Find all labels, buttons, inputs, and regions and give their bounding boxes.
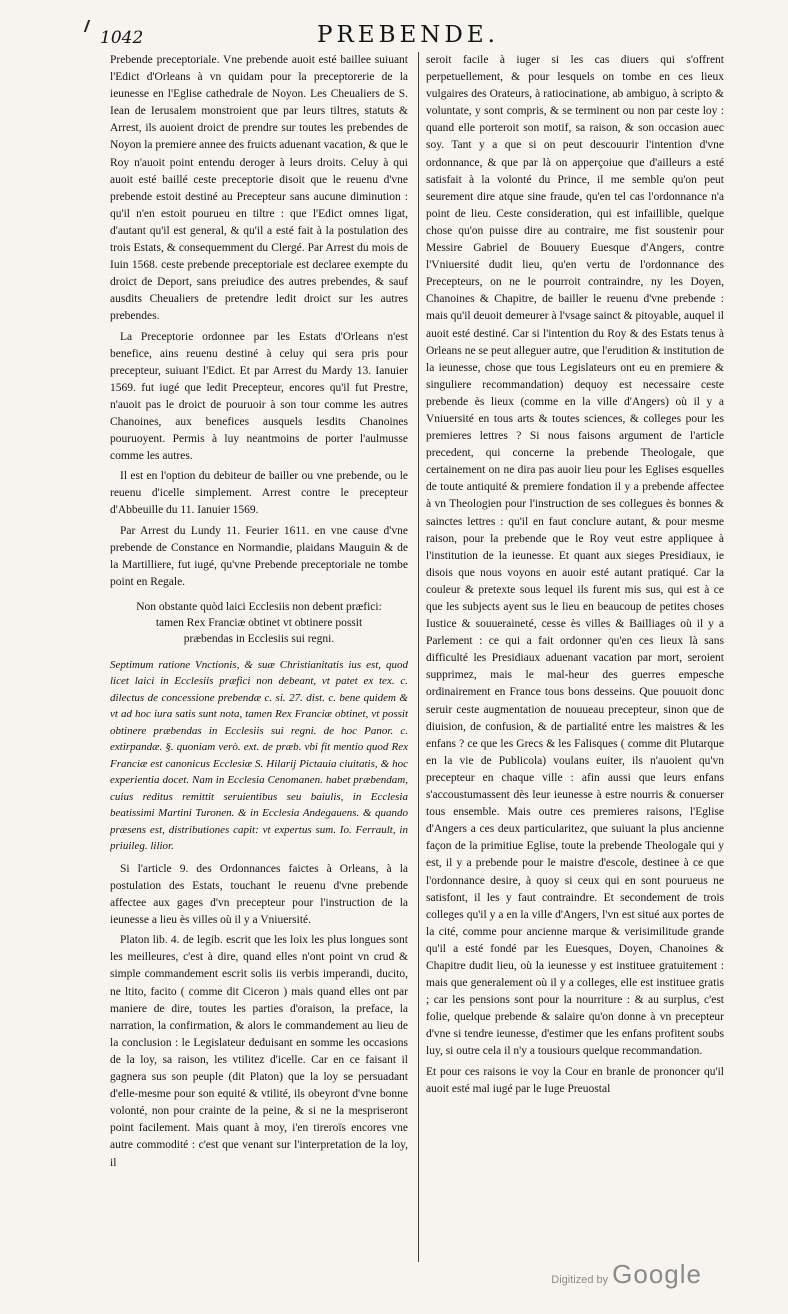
paragraph: Il est en l'option du debiteur de bailler ou vne prebende, ou le reuenu d'icelle simplement. Arrest contre le precepteur d'Abbeuille du 11. Ianuier 1569. (110, 470, 408, 517)
paragraph: seroit facile à iuger si les cas diuers qui s'offrent perpetuellement, & pour lesquels on tombe en ces lieux vulgaires des Orateurs, à ratiocinatione, ab ambiguo, à scripto & voluntate, y sont compris, & se terminent ou non par ceste loy : quand elle porteroit son motif, sa raison, & son occasion auec soy. Tant y a que si on peut descouurir l'intention d'vne ordonnance, & que par là on apperçoiue que d'ailleurs a esté satisfait à la volonté du Prince, il me semble qu'on peut seurement dire atque sine fraude, qu'en tel cas l'ordonnance n'a point de lieu. Ceste consideration, qui est infaillible, quelque chose qu'on puisse dire au contraire, me fist soustenir pour Messire Gabriel de Bouuery Euesque d'Angers, contre l'Vniuersité dudit lieu, qu'en vertu de l'ordonnance des Precepteurs, on ne le pourroit contraindre, ny les Doyen, Chanoines & Chapitre, de bailler le reuenu d'vne prebende : mais qu'il deuoit demeurer à l'vsage sainct & pitoyable, auquel il auoit esté destiné. Car si l'intention du Roy & des Estats tenus à Orleans ne se peut alleguer autre, que l'erudition & institution de la ieunesse, chose que tous Legislateurs ont eu en premiere & singuliere recommandation) dequoy est necessaire ceste prebende ès lieux (comme en la ville d'Angers) où il y a Vniuersité en tous arts & toutes sciences, & colleges pour les premieres lettres ? Si nous faisons argument de l'article precedent, qui concerne la prebende Theologale, que certainement on ne dira pas auoir lieu pour les Eglises esquelles de toute antiquité & premiere fondation il y a prebende affectee à vn Theologien pour l'instruction de ses collegues ès bonnes & sainctes lettres : qu'il en faut conclure autant, & pour mesme raison, pour la prebende que le Roy veut estre appliquee à l'institution de la ieunesse. Et quant aux sieges Presidiaux, ie disois que nous voyons en auoir esté autant pratiqué. Car la couleur & pretexte sous lequel ils furent mis sus, qui est à ce que les subjects ayent sus le lieu en beaucoup de petites choses Iustice & souueraineté, cesse ès villes & Bailliages où il y a Parlement : ce qui a fait ordonner qu'en ces lieux là sans difficulté les Presidiaux aduenant vacation par mort, seroient supprimez, mais le mal-heur des guerres empesche ordinairement en France tous bons desseins. Que pouuoit donc seruir ceste augmentation de nouueau precepteur, sinon que de diuision, de confusion, & de partialité entre les maistres & les enfans ? ce que les Grecs & les Falisques ( comme dit Plutarque en la vie de Publicola) voulans euiter, ils n'auoient qu'vn precepteur en chaque ville : afin aussi que leurs enfans s'accoustumassent dès leur ieunesse à estre nourris & conuerser tous ensemble. Mais outre ces premieres raisons, l'Eglise d'Angers a ces deux particularitez, que suiuant la plus ancienne façon de la primitiue Eglise, toute la prebende Theologale qui y est, il y a prebende pour le maistre d'escole, destinee à ce que l'ordonnance desire, à quoy si ceux qui en sont pourueus ne satisfont, il les y faut contraindre. Et secondement de trois colleges qu'il y a en la ville d'Angers, l'vn est situé aux portes de la cité, comme pour ancienne marque & verisimilitude grande qu'il a esté fondé par les Euesques, Doyen, Chanoines & Chapitre dudit lieu, où la ieunesse y est instituee gratuitement : mais que generalement où il y a colleges, elle est instituee gratis ; car les pensions sont pour la nourriture : & au surplus, c'est folie, quelque prebende & salaire qu'on donne à vn precepteur d'vne si tendre ieunesse, d'estimer que les enfans profitent soubs luy, si outre cela il n'y a tousiours quelque recommandation. (426, 54, 724, 1058)
google-logo: Google (612, 1259, 702, 1289)
running-head: PREBENDE. (317, 22, 499, 48)
heading-line: Non obstante quòd laici Ecclesiis non debent præfici: (136, 600, 382, 613)
right-column (426, 52, 724, 1262)
watermark-caption: Digitized by (551, 1274, 609, 1286)
paragraph: Si l'article 9. des Ordonnances faictes à Orleans, à la postulation des Estats, touchant le reuenu d'vne prebende affectee aux gages d'vn precepteur pour l'instruction de la ieunesse a lieu ès villes où il y a Vniuersité. (110, 862, 408, 927)
section-heading (110, 599, 408, 647)
column-divider (418, 52, 419, 1262)
digitization-watermark (551, 1259, 702, 1290)
left-column (110, 52, 408, 1262)
heading-line: tamen Rex Franciæ obtinet vt obtinere possit (155, 616, 363, 629)
paragraph: Prebende preceptoriale. Vne prebende auoit esté baillee suiuant l'Edict d'Orleans à vn quidam pour la preceptorerie de la ieunesse en l'Eglise cathedrale de Noyon. Les Cheualiers de S. Iean de Ierusalem monstroient que par leurs tiltres, statuts & Arrest, ils auoient droict de prendre sur toutes les prebendes de Noyon la premiere annee des fruicts aduenant vacation, & que le Roy n'auoit point entendu deroger à leurs droits. Celuy à qui auoit esté baillé ceste preceptorie disoit que le reuenu d'vne prebende estoit destiné au Precepteur sans aucune diminution : qu'il n'en estoit pourueu en tiltre : que l'Edict omnes ligat, d'autant qu'il est general, & qu'il a esté fait à la postulation des trois Estats, & consequemment du Clergé. Par Arrest du mois de Iuin 1568. ceste prebende preceptoriale est declaree exempte du droict de Deport, sans preiudice des autres prebendes, & sauf ausdits Cheualiers de pretendre ledit droict sur les autres prebendes. (110, 54, 408, 323)
latin-citation: Septimum ratione Vnctionis, & suæ Christianitatis ius est, quod licet laici in Ecclesiis præfici non debeant, vt patet ex tex. c. dilectus de concessione prebendæ c. si. 27. dist. c. bene quidem & vt ad hoc iura satis sunt nota, tamen Rex Franciæ obtinet, vt possit obtinere præbendas in Ecclesiis sui regni. de hoc Panor. c. extirpandæ. §. quoniam verò. ext. de præb. vbi fit mentio quod Rex Franciæ est canonicus Ecclesiæ S. Hilarij Pictauia ciuitatis, & hoc experientia docet. Nam in Ecclesia Cenomanen. habet præbendam, cuius reditus remittit seruientibus seu baiulis, in Ecclesia beatissimi Martini Turonen. & in Ecclesia Andegauens. & quando præsens est, distributiones capit: vt expertus sum. Io. Ferrault, in priuileg. lilior. (110, 658, 408, 853)
paragraph: Et pour ces raisons ie voy la Cour en branle de prononcer qu'il auoit esté mal iugé par le Iuge Preuostal (426, 1065, 724, 1095)
heading-line: præbendas in Ecclesiis sui regni. (183, 632, 335, 645)
page-header (96, 20, 720, 50)
page-number: 1042 (100, 28, 144, 48)
paragraph: La Preceptorie ordonnee par les Estats d'Orleans n'est benefice, ains reuenu destiné à celuy qui sera pris pour precepteur, suiuant l'Edict. Et par Arrest du Mardy 13. Ianuier 1569. fut iugé que ledit Precepteur, encores qu'il fut Prestre, n'auoit pas le droict de pouruoir à son tour comme les autres Chanoines, aux benefices ausquels lesdits Chanoines pouruoyent. Permis à luy neantmoins de porter l'aulmusse comme les autres. (110, 330, 408, 463)
paragraph: Par Arrest du Lundy 11. Feurier 1611. en vne cause d'vne prebende de Constance en Normandie, plaidans Mauguin & de la Martilliere, fut iugé, qu'vne Prebende preceptoriale ne tombe point en Regale. (110, 524, 408, 588)
paragraph: Platon lib. 4. de legib. escrit que les loix les plus longues sont les meilleures, c'est à dire, quand elles n'ont point vn crud & simple commandement escrit solis iis verbis imperandi, ducito, ne ltito, facito ( comme dit Ciceron ) mais quand elles ont par maniere de dire, toutes les parties d'oraison, la preface, la narration, la confirmation, & alors le commandement au lieu de la conclusion : le Legislateur deduisant en somme les occasions de la loy, sa raison, les vtilitez d'icelle. Car en ce faisant il gagnera sus son peuple (dit Platon) que la loy se persuadant d'elle-mesme pour son equité & vtilité, ils obeyront d'vne bonne volonté, non pour crainte de la peine, & si ne la mespriseront point facilement. Mais quant à moy, i'en tireroïs encores vne autre commodité : c'est que venant sur l'interpretation de la loy, il (110, 934, 408, 1169)
